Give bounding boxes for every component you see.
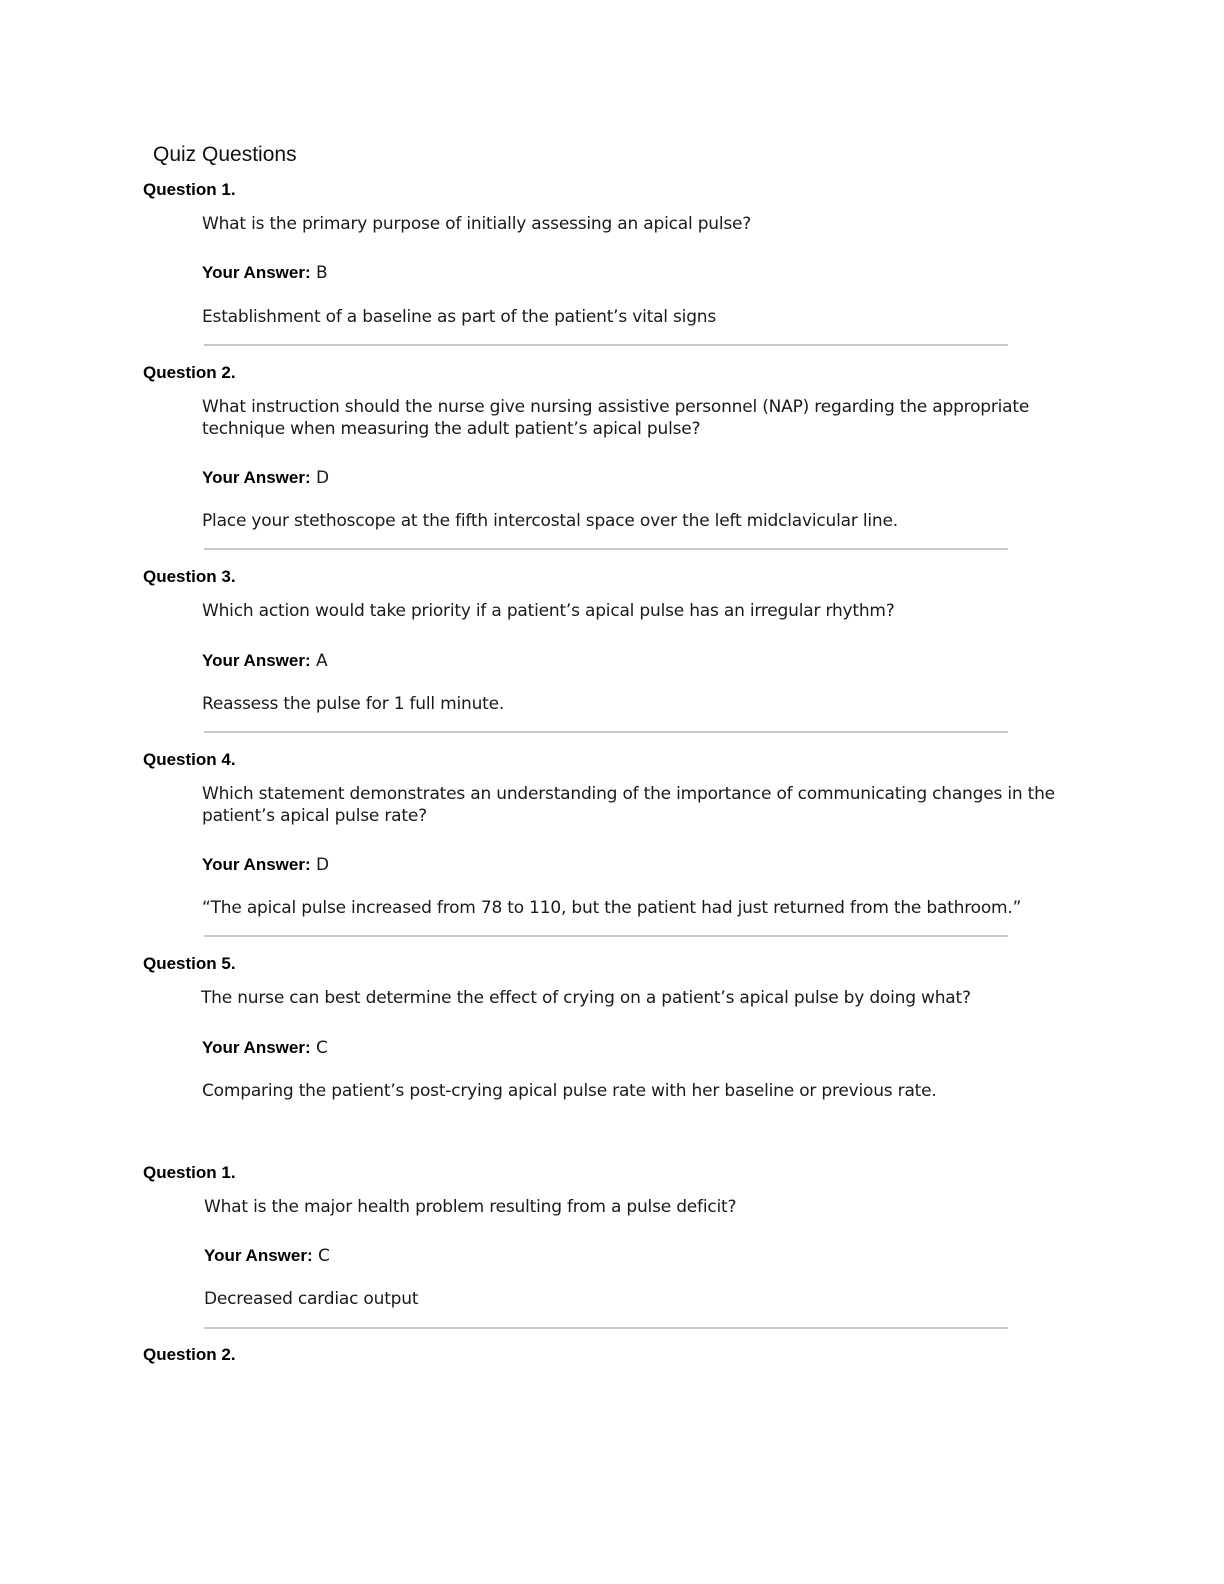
- question-text: What is the primary purpose of initially assessing an apical pulse?: [202, 214, 752, 234]
- question-text: The nurse can best determine the effect of crying on a patient’s apical pulse by doing what?: [201, 988, 971, 1008]
- answer-label: Your Answer:: [202, 855, 311, 874]
- answer-choice: C: [318, 1246, 330, 1266]
- question-label: Question 2.: [143, 363, 236, 382]
- answer-choice: B: [316, 263, 328, 283]
- question-text: What is the major health problem resulting from a pulse deficit?: [204, 1197, 737, 1217]
- your-answer: [202, 651, 328, 671]
- divider: [204, 935, 1008, 937]
- answer-text: Establishment of a baseline as part of the patient’s vital signs: [202, 307, 717, 327]
- question-label: Question 4.: [143, 750, 236, 769]
- page-title: Quiz Questions: [153, 143, 297, 166]
- answer-choice: A: [316, 651, 328, 671]
- answer-label: Your Answer:: [202, 263, 311, 282]
- answer-choice: D: [316, 855, 330, 875]
- question-text: What instruction should the nurse give nursing assistive personnel (NAP) regarding the appropriate technique when measuring the adult patient’s apical pulse?: [202, 397, 1030, 439]
- divider: [204, 548, 1008, 550]
- question-label: Question 1.: [143, 180, 236, 199]
- answer-label: Your Answer:: [202, 468, 311, 487]
- answer-label: Your Answer:: [204, 1246, 313, 1265]
- answer-text: Reassess the pulse for 1 full minute.: [202, 694, 505, 714]
- your-answer: [202, 1038, 328, 1058]
- answer-choice: D: [316, 468, 330, 488]
- answer-text: “The apical pulse increased from 78 to 110, but the patient had just returned from the bathroom.”: [202, 898, 1022, 918]
- question-label: Question 5.: [143, 954, 236, 973]
- answer-text: Place your stethoscope at the fifth intercostal space over the left midclavicular line.: [202, 511, 898, 531]
- your-answer: [202, 468, 329, 488]
- answer-choice: C: [316, 1038, 328, 1058]
- divider: [204, 731, 1008, 733]
- answer-label: Your Answer:: [202, 651, 311, 670]
- question-text: Which action would take priority if a patient’s apical pulse has an irregular rhythm?: [202, 601, 895, 621]
- question-label: Question 2.: [143, 1345, 236, 1364]
- answer-text: Decreased cardiac output: [204, 1289, 419, 1309]
- question-label: Question 1.: [143, 1163, 236, 1182]
- answer-text: Comparing the patient’s post-crying apical pulse rate with her baseline or previous rate.: [202, 1081, 937, 1101]
- answer-label: Your Answer:: [202, 1038, 311, 1057]
- your-answer: [204, 1246, 330, 1266]
- divider: [204, 344, 1008, 346]
- divider: [204, 1327, 1008, 1329]
- your-answer: [202, 855, 329, 875]
- question-label: Question 3.: [143, 567, 236, 586]
- question-text: Which statement demonstrates an understanding of the importance of communicating changes in the patient’s apical pulse rate?: [202, 784, 1055, 826]
- your-answer: [202, 263, 328, 283]
